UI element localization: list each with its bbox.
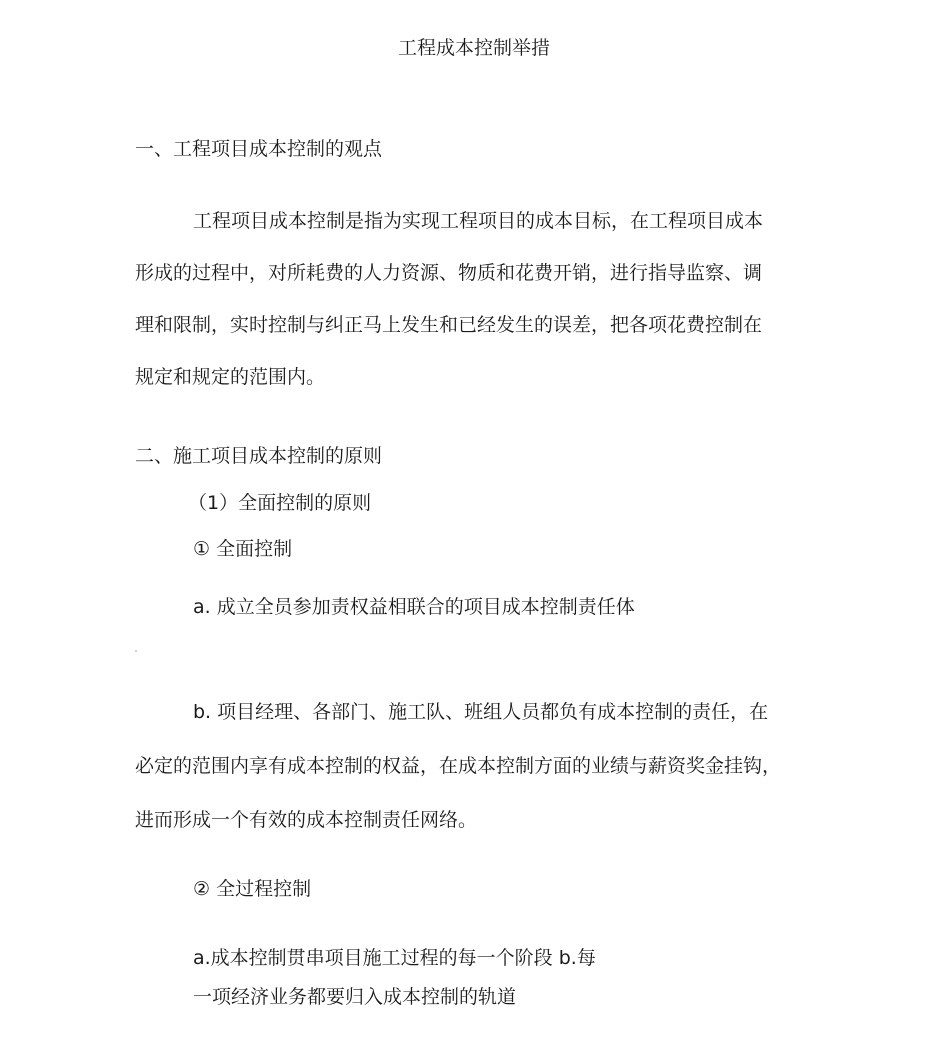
section2-item-1a: a. 成立全员参加责权益相联合的项目成本控制责任体 — [193, 596, 635, 618]
document-title: 工程成本控制举措 — [398, 37, 551, 59]
section2-item-2-line-1: a.成本控制贯串项目施工过程的每一个阶段 b.每 — [193, 947, 596, 969]
section1-paragraph-line-4: 规定和规定的范围内。 — [135, 366, 326, 388]
section2-item-1b-line-3: 进而形成一个有效的成本控制责任网络。 — [135, 809, 478, 831]
section2-item-1b-line-1: b. 项目经理、各部门、施工队、班组人员都负有成本控制的责任，在 — [193, 701, 769, 723]
section2-subheading-1: （1）全面控制的原则 — [188, 492, 372, 514]
section2-item-2-line-2: 一项经济业务都要归入成本控制的轨道 — [193, 986, 517, 1008]
section2-item-1b-line-2: 必定的范围内享有成本控制的权益，在成本控制方面的业绩与薪资奖金挂钩， — [135, 755, 782, 777]
section1-heading: 一、工程项目成本控制的观点 — [135, 138, 383, 160]
scan-speck — [135, 650, 137, 652]
section2-heading: 二、施工项目成本控制的原则 — [135, 445, 383, 467]
section2-item-2: ② 全过程控制 — [193, 878, 312, 900]
section2-item-1: ① 全面控制 — [193, 538, 293, 560]
section1-paragraph-line-2: 形成的过程中，对所耗费的人力资源、物质和花费开销，进行指导监察、调 — [135, 262, 763, 284]
section1-paragraph-line-1: 工程项目成本控制是指为实现工程项目的成本目标，在工程项目成本 — [193, 210, 764, 232]
section1-paragraph-line-3: 理和限制，实时控制与纠正马上发生和已经发生的误差，把各项花费控制在 — [135, 314, 763, 336]
